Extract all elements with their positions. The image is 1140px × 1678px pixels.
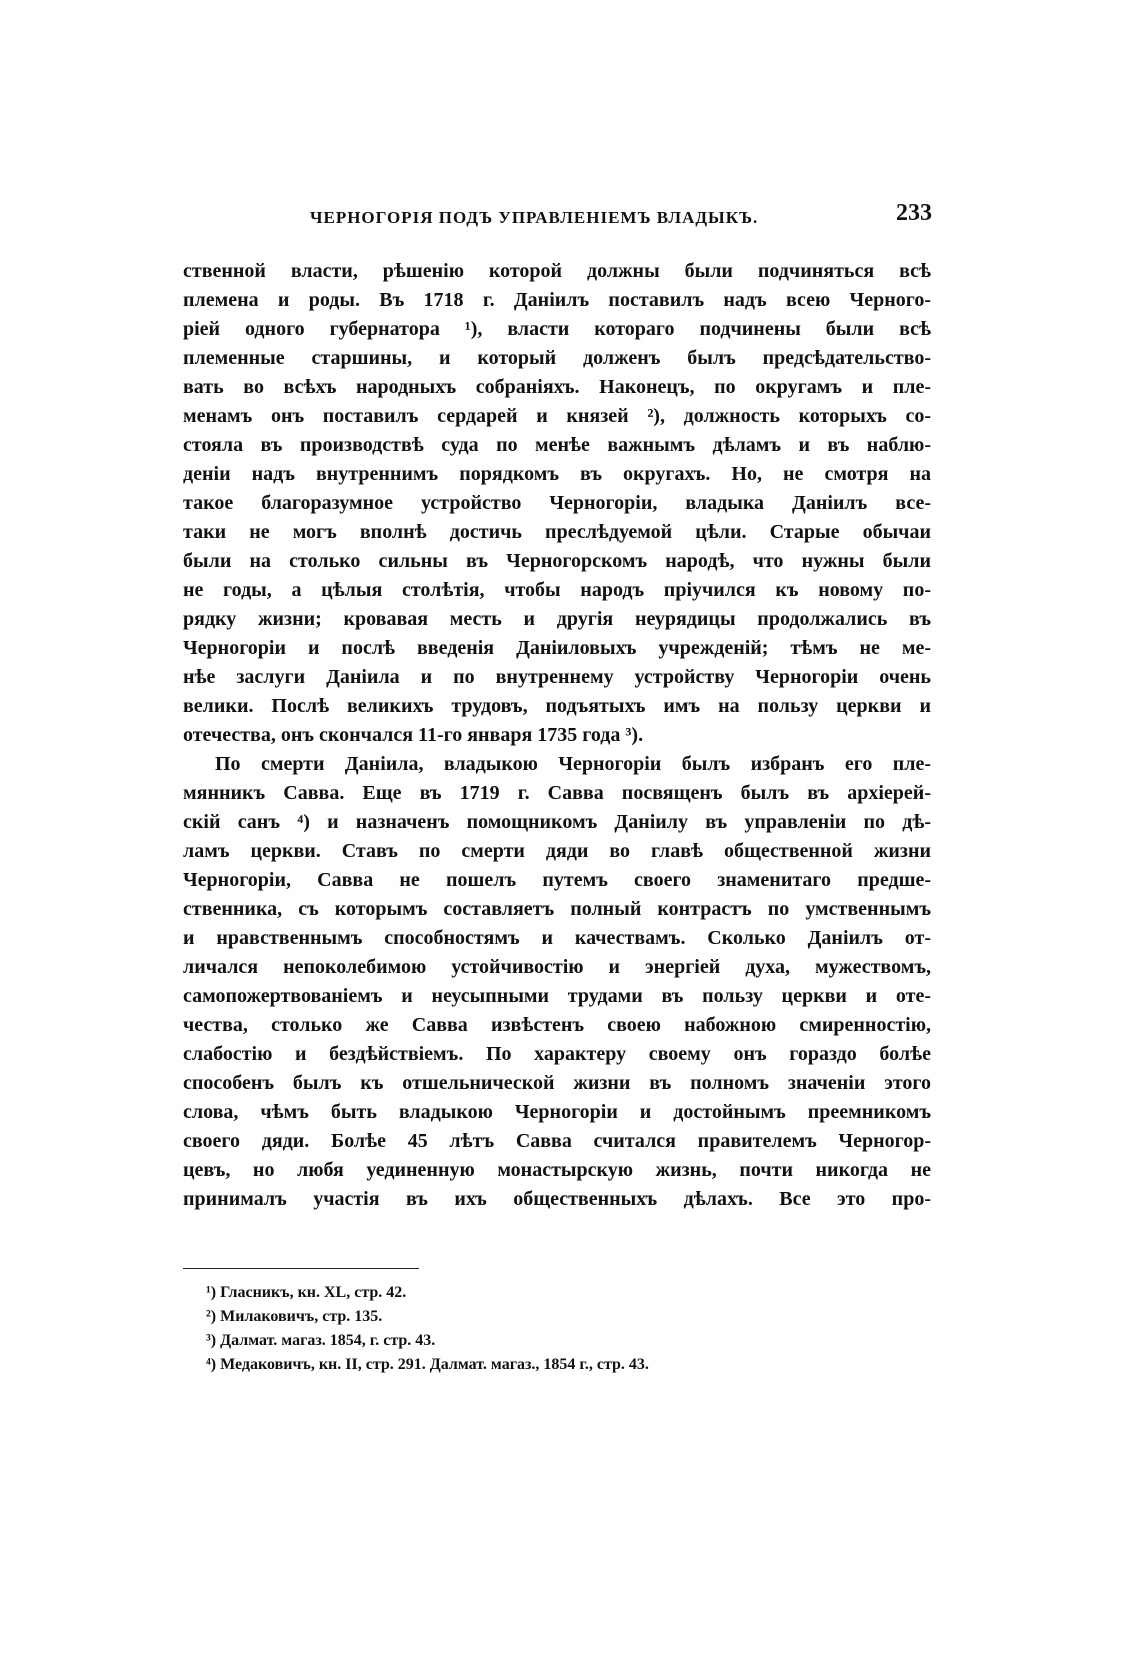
text-line: рядку жизни; кровавая месть и другія неурядицы продолжались въ [183, 608, 931, 630]
footnote-mark: ⁴) [206, 1356, 217, 1373]
text-line: племенные старшины, и который долженъ былъ предсѣдательство- [183, 347, 931, 369]
text-line: не годы, а цѣлыя столѣтія, чтобы народъ пріучился къ новому по- [183, 579, 931, 601]
text-line: Черногоріи, Савва не пошелъ путемъ своего знаменитаго предше- [183, 869, 931, 891]
footnote-text: Гласникъ, кн. XL, стр. 42. [220, 1284, 407, 1301]
paragraph-end-line: отечества, онъ скончался 11-го января 1735 года ³). [183, 724, 644, 746]
text-line: такое благоразумное устройство Черногоріи, владыка Даніилъ все- [183, 492, 931, 514]
text-line: ламъ церкви. Ставъ по смерти дяди во главѣ общественной жизни [183, 840, 931, 862]
footnote-text: Милаковичъ, стр. 135. [220, 1308, 383, 1325]
footnote [206, 1281, 906, 1305]
footnote [206, 1353, 906, 1377]
page-header [300, 200, 932, 230]
text-line: скій санъ ⁴) и назначенъ помощникомъ Даніилу въ управленіи по дѣ- [183, 811, 931, 833]
text-line: слова, чѣмъ быть владыкою Черногоріи и достойнымъ преемникомъ [183, 1101, 931, 1123]
footnote-mark: ²) [206, 1308, 217, 1325]
text-line: стояла въ производствѣ суда по менѣе важнымъ дѣламъ и въ наблю- [183, 434, 931, 456]
text-line: нѣе заслуги Даніила и по внутреннему устройству Черногоріи очень [183, 666, 931, 688]
text-line: велики. Послѣ великихъ трудовъ, подъятыхъ имъ на пользу церкви и [183, 695, 931, 717]
footnote-text: Медаковичъ, кн. II, стр. 291. Далмат. магаз., 1854 г., стр. 43. [220, 1356, 649, 1373]
text-line: своего дяди. Болѣе 45 лѣтъ Савва считался правителемъ Черногор- [183, 1130, 931, 1152]
text-line: ріей одного губернатора ¹), власти котораго подчинены были всѣ [183, 318, 931, 340]
text-line: ственника, съ которымъ составляетъ полный контрастъ по умственнымъ [183, 898, 931, 920]
footnote-mark: ³) [206, 1332, 217, 1349]
footnotes [206, 1281, 906, 1377]
footnote-mark: ¹) [206, 1284, 217, 1301]
text-line: таки не могъ вполнѣ достичь преслѣдуемой цѣли. Старые обычаи [183, 521, 931, 543]
text-line: способенъ былъ къ отшельнической жизни въ полномъ значеніи этого [183, 1072, 931, 1094]
text-line: мянникъ Савва. Еще въ 1719 г. Савва посвященъ былъ въ архіерей- [183, 782, 931, 804]
text-line: деніи надъ внутреннимъ порядкомъ въ округахъ. Но, не смотря на [183, 463, 931, 485]
text-line: менамъ онъ поставилъ сердарей и князей ²), должность которыхъ со- [183, 405, 931, 427]
text-line: цевъ, но любя уединенную монастырскую жизнь, почти никогда не [183, 1159, 931, 1181]
text-line: вать во всѣхъ народныхъ собраніяхъ. Наконецъ, по округамъ и пле- [183, 376, 931, 398]
text-line: принималъ участія въ ихъ общественныхъ дѣлахъ. Все это про- [183, 1188, 931, 1210]
running-title: ЧЕРНОГОРІЯ ПОДЪ УПРАВЛЕНІЕМЪ ВЛАДЫКЪ. [310, 208, 759, 227]
text-line: личался непоколебимою устойчивостію и энергіей духа, мужествомъ, [183, 956, 931, 978]
body-text [183, 257, 931, 1214]
footnote [206, 1305, 906, 1329]
text-line: Черногоріи и послѣ введенія Даніиловыхъ учрежденій; тѣмъ не ме- [183, 637, 931, 659]
page-number: 233 [896, 200, 932, 226]
text-line: чества, столько же Савва извѣстенъ своею набожною смиренностію, [183, 1014, 931, 1036]
text-line: были на столько сильны въ Черногорскомъ народѣ, что нужны были [183, 550, 931, 572]
footnote-text: Далмат. магаз. 1854, г. стр. 43. [220, 1332, 436, 1349]
text-line: ственной власти, рѣшенію которой должны были подчиняться всѣ [183, 260, 931, 282]
text-line: и нравственнымъ способностямъ и качествамъ. Сколько Даніилъ от- [183, 927, 931, 949]
paragraph-start-line: По смерти Даніила, владыкою Черногоріи былъ избранъ его пле- [215, 753, 931, 775]
footnote [206, 1329, 906, 1353]
text-line: племена и роды. Въ 1718 г. Даніилъ поставилъ надъ всею Черного- [183, 289, 931, 311]
footnote-divider [183, 1268, 419, 1269]
text-line: слабостію и бездѣйствіемъ. По характеру своему онъ гораздо болѣе [183, 1043, 931, 1065]
text-line: самопожертвованіемъ и неусыпными трудами въ пользу церкви и оте- [183, 985, 931, 1007]
